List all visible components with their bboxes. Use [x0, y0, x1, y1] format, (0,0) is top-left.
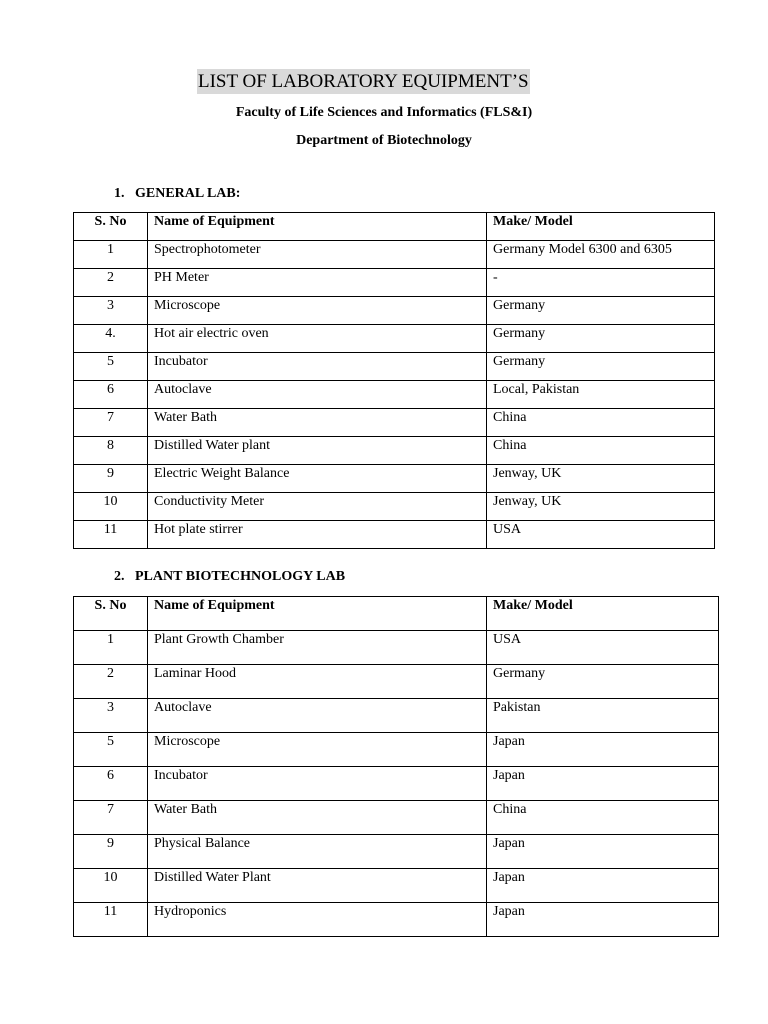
- serial-number-cell: 1: [74, 241, 148, 269]
- equipment-name-cell: Conductivity Meter: [148, 493, 487, 521]
- serial-number-cell: 9: [74, 465, 148, 493]
- table-row: [74, 631, 719, 665]
- section-title: GENERAL LAB:: [135, 186, 241, 201]
- make-model-cell: Germany: [487, 353, 715, 381]
- serial-number-cell: 6: [74, 381, 148, 409]
- equipment-name-cell: Water Bath: [148, 409, 487, 437]
- make-model-cell: Jenway, UK: [487, 465, 715, 493]
- make-model-cell: Japan: [487, 767, 719, 801]
- equipment-name-cell: Water Bath: [148, 801, 487, 835]
- serial-number-cell: 10: [74, 493, 148, 521]
- serial-number-cell: 3: [74, 699, 148, 733]
- equipment-name-cell: Microscope: [148, 733, 487, 767]
- equipment-name-header: Name of Equipment: [148, 213, 487, 241]
- table-row: [74, 869, 719, 903]
- make-model-cell: Germany: [487, 325, 715, 353]
- serial-number-cell: 11: [74, 903, 148, 937]
- equipment-name-cell: Laminar Hood: [148, 665, 487, 699]
- make-model-cell: China: [487, 801, 719, 835]
- equipment-name-cell: Autoclave: [148, 699, 487, 733]
- serial-number-cell: 2: [74, 269, 148, 297]
- section-number: 1.: [114, 186, 125, 201]
- table-row: [74, 903, 719, 937]
- make-model-cell: Local, Pakistan: [487, 381, 715, 409]
- make-model-cell: China: [487, 437, 715, 465]
- equipment-name-cell: Incubator: [148, 767, 487, 801]
- make-model-cell: Japan: [487, 903, 719, 937]
- serial-number-cell: 1: [74, 631, 148, 665]
- make-model-cell: Germany Model 6300 and 6305: [487, 241, 715, 269]
- make-model-cell: Jenway, UK: [487, 493, 715, 521]
- serial-number-cell: 3: [74, 297, 148, 325]
- table-row: [74, 465, 715, 493]
- table-row: [74, 381, 715, 409]
- table-row: [74, 801, 719, 835]
- table-row: [74, 699, 719, 733]
- equipment-name-cell: Microscope: [148, 297, 487, 325]
- make-model-cell: Japan: [487, 733, 719, 767]
- table-header-row: [74, 213, 715, 241]
- serial-number-cell: 6: [74, 767, 148, 801]
- table-row: [74, 665, 719, 699]
- serial-number-cell: 7: [74, 409, 148, 437]
- table-row: [74, 297, 715, 325]
- table-row: [74, 353, 715, 381]
- table-header-row: [74, 597, 719, 631]
- equipment-name-cell: Hot plate stirrer: [148, 521, 487, 549]
- equipment-name-cell: Incubator: [148, 353, 487, 381]
- table-row: [74, 767, 719, 801]
- serial-number-cell: 8: [74, 437, 148, 465]
- make-model-cell: Germany: [487, 297, 715, 325]
- equipment-name-cell: Autoclave: [148, 381, 487, 409]
- make-model-cell: China: [487, 409, 715, 437]
- serial-number-header: S. No: [74, 597, 148, 631]
- serial-number-cell: 7: [74, 801, 148, 835]
- equipment-name-cell: Distilled Water Plant: [148, 869, 487, 903]
- make-model-cell: Japan: [487, 835, 719, 869]
- make-model-cell: Pakistan: [487, 699, 719, 733]
- section-title: PLANT BIOTECHNOLOGY LAB: [135, 569, 346, 584]
- table-row: [74, 241, 715, 269]
- serial-number-cell: 9: [74, 835, 148, 869]
- make-model-cell: -: [487, 269, 715, 297]
- section-number: 2.: [114, 569, 125, 584]
- equipment-name-cell: Hot air electric oven: [148, 325, 487, 353]
- serial-number-cell: 2: [74, 665, 148, 699]
- equipment-name-cell: PH Meter: [148, 269, 487, 297]
- make-model-cell: USA: [487, 521, 715, 549]
- equipment-name-cell: Electric Weight Balance: [148, 465, 487, 493]
- make-model-cell: Germany: [487, 665, 719, 699]
- table-row: [74, 325, 715, 353]
- serial-number-cell: 4.: [74, 325, 148, 353]
- serial-number-cell: 11: [74, 521, 148, 549]
- equipment-name-cell: Physical Balance: [148, 835, 487, 869]
- table-row: [74, 733, 719, 767]
- general-lab-table: [73, 212, 715, 549]
- serial-number-cell: 5: [74, 353, 148, 381]
- table-row: [74, 409, 715, 437]
- make-model-cell: Japan: [487, 869, 719, 903]
- table-row: [74, 493, 715, 521]
- make-model-header: Make/ Model: [487, 597, 719, 631]
- equipment-name-cell: Spectrophotometer: [148, 241, 487, 269]
- equipment-name-cell: Hydroponics: [148, 903, 487, 937]
- department-name: Department of Biotechnology: [296, 133, 472, 148]
- equipment-name-header: Name of Equipment: [148, 597, 487, 631]
- equipment-name-cell: Plant Growth Chamber: [148, 631, 487, 665]
- document-title: LIST OF LABORATORY EQUIPMENT’S: [198, 71, 529, 92]
- table-row: [74, 835, 719, 869]
- table-row: [74, 269, 715, 297]
- section-heading-plant-biotechnology-lab: [114, 569, 345, 585]
- serial-number-cell: 10: [74, 869, 148, 903]
- serial-number-cell: 5: [74, 733, 148, 767]
- section-heading-general-lab: [114, 186, 240, 202]
- make-model-cell: USA: [487, 631, 719, 665]
- equipment-name-cell: Distilled Water plant: [148, 437, 487, 465]
- serial-number-header: S. No: [74, 213, 148, 241]
- faculty-name: Faculty of Life Sciences and Informatics (FLS&I): [235, 105, 533, 120]
- plant-biotechnology-lab-table: [73, 596, 719, 937]
- make-model-header: Make/ Model: [487, 213, 715, 241]
- table-row: [74, 437, 715, 465]
- table-row: [74, 521, 715, 549]
